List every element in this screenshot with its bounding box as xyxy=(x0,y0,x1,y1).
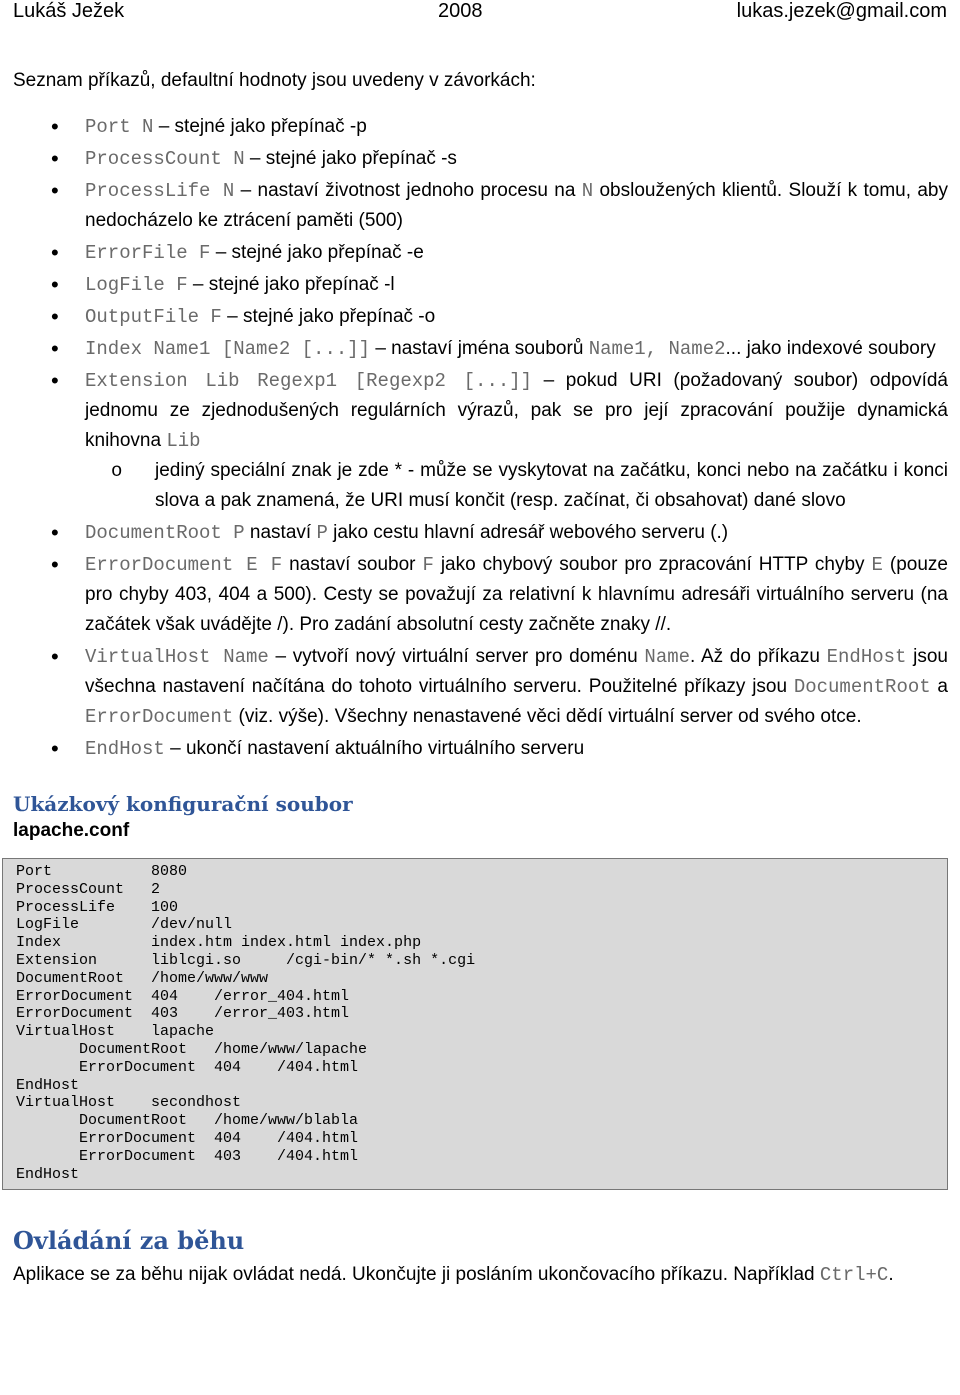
code-line: Index index.htm index.html index.php xyxy=(16,934,422,952)
code-index-names: Name1, Name2 xyxy=(588,338,726,360)
code-processlife: ProcessLife N xyxy=(85,180,235,202)
command-list xyxy=(13,112,948,764)
code-outputfile: OutputFile F xyxy=(85,306,222,328)
intro-paragraph: Seznam příkazů, defaultní hodnoty jsou uvedeny v závorkách: xyxy=(13,70,536,91)
code-documentroot: DocumentRoot P xyxy=(85,522,245,544)
example-filename: lapache.conf xyxy=(13,820,130,841)
desc-documentroot-1: nastaví xyxy=(244,522,317,543)
desc-documentroot-2: jako cestu hlavní adresář webového serveru (.) xyxy=(327,522,729,543)
code-endhost: EndHost xyxy=(85,738,165,760)
code-errordocument: ErrorDocument E F xyxy=(85,554,283,576)
document-body xyxy=(13,70,948,1289)
code-line: ErrorDocument 404 /404.html xyxy=(16,1058,359,1076)
desc-index-2: ... jako indexové soubory xyxy=(725,338,936,359)
list-item-outputfile xyxy=(13,302,948,332)
desc-processlife-2: obsloužených klientů. Slouží k tomu, aby nedocházelo ke ztrácení paměti (500) xyxy=(85,180,948,231)
list-item-extension xyxy=(13,366,948,516)
list-item-processcount xyxy=(13,144,948,174)
desc-extension-1: – pokud URI (požadovaný soubor) odpovídá jednomu ze zjednodušených regulárních výrazů, pak se pro její zpracování použije dynamická knihovna xyxy=(85,370,948,451)
code-virtualhost-errordocument: ErrorDocument xyxy=(85,706,234,728)
runtime-text: Aplikace se za běhu nijak ovládat nedá. Ukončujte ji posláním ukončovacího příkazu. Například xyxy=(13,1264,820,1286)
list-item-port xyxy=(13,112,948,142)
code-processlife-n: N xyxy=(581,180,594,202)
list-item-virtualhost xyxy=(13,642,948,732)
code-virtualhost-documentroot: DocumentRoot xyxy=(793,676,931,698)
page-header xyxy=(0,0,960,26)
config-code-block xyxy=(2,858,948,1190)
desc-outputfile: – stejné jako přepínač -o xyxy=(221,306,436,327)
desc-logfile: – stejné jako přepínač -l xyxy=(187,274,395,295)
runtime-shortcut: Ctrl+C xyxy=(819,1264,889,1287)
code-line: ErrorDocument 403 /404.html xyxy=(16,1147,359,1165)
code-line: EndHost xyxy=(16,1165,80,1183)
desc-virtualhost-2: . Až do příkazu xyxy=(690,646,827,667)
code-line: VirtualHost secondhost xyxy=(16,1094,242,1112)
code-line: ProcessCount 2 xyxy=(16,880,161,898)
code-virtualhost: VirtualHost Name xyxy=(85,646,269,668)
list-item-errordocument xyxy=(13,550,948,640)
code-virtualhost-name: Name xyxy=(644,646,691,668)
list-item-logfile xyxy=(13,270,948,300)
header-author: Lukáš Ježek xyxy=(13,0,125,22)
desc-port: – stejné jako přepínač -p xyxy=(153,116,367,137)
desc-endhost: – ukončí nastavení aktuálního virtuálního serveru xyxy=(164,738,585,759)
desc-errordocument-1: nastaví soubor xyxy=(282,554,423,575)
code-documentroot-p: P xyxy=(316,522,328,544)
list-item-index xyxy=(13,334,948,364)
desc-processcount: – stejné jako přepínač -s xyxy=(244,148,457,169)
code-extension: Extension Lib Regexp1 [Regexp2 [...]] xyxy=(85,370,533,392)
code-errorfile: ErrorFile F xyxy=(85,242,211,264)
example-heading: Ukázkový konfigurační soubor xyxy=(13,792,353,816)
desc-processlife-1: – nastaví životnost jednoho procesu na xyxy=(234,180,582,201)
list-item-errorfile xyxy=(13,238,948,268)
code-index: Index Name1 [Name2 [...]] xyxy=(85,338,371,360)
code-line: ErrorDocument 403 /error_403.html xyxy=(16,1005,350,1023)
desc-errorfile: – stejné jako přepínač -e xyxy=(210,242,424,263)
header-year: 2008 xyxy=(438,0,483,22)
code-line: DocumentRoot /home/www/www xyxy=(16,969,269,987)
desc-virtualhost-1: – vytvoří nový virtuální server pro doménu xyxy=(268,646,645,667)
runtime-heading: Ovládání za běhu xyxy=(13,1226,245,1256)
runtime-paragraph xyxy=(13,1261,948,1289)
code-line: EndHost xyxy=(16,1076,80,1094)
code-line: DocumentRoot /home/www/blabla xyxy=(16,1112,359,1130)
code-line: ProcessLife 100 xyxy=(16,898,179,916)
code-line: Port 8080 xyxy=(16,863,188,880)
desc-errordocument-2: jako chybový soubor pro zpracování HTTP chyby xyxy=(433,554,872,575)
desc-errordocument-3: (pouze pro chyby 403, 404 a 500). Cesty se považují za relativní k hlavnímu adresáři virtuálního serveru (na začátek však uvádějte /). Pro zadání absolutní cesty začněte znaky //. xyxy=(85,554,948,635)
header-email: lukas.jezek@gmail.com xyxy=(736,0,947,22)
code-extension-lib: Lib xyxy=(166,430,201,452)
code-errordocument-f: F xyxy=(422,554,434,576)
desc-virtualhost-4: a xyxy=(930,676,948,697)
code-processcount: ProcessCount N xyxy=(85,148,245,170)
desc-virtualhost-3: jsou všechna nastavení načítána do tohoto virtuálního serveru. Použitelné příkazy jsou xyxy=(85,646,948,697)
runtime-end: . xyxy=(888,1264,894,1286)
code-port: Port N xyxy=(85,116,154,138)
list-item-endhost xyxy=(13,734,948,764)
list-item-processlife xyxy=(13,176,948,236)
code-line: Extension liblcgi.so /cgi-bin/* *.sh *.cgi xyxy=(16,951,476,969)
code-line: ErrorDocument 404 /error_404.html xyxy=(16,987,350,1005)
code-line: DocumentRoot /home/www/lapache xyxy=(16,1040,368,1058)
code-virtualhost-endhost: EndHost xyxy=(826,646,907,668)
desc-virtualhost-5: (viz. výše). Všechny nenastavené věci dědí virtuální server od svého otce. xyxy=(233,706,862,727)
code-line: VirtualHost lapache xyxy=(16,1023,215,1041)
desc-index-1: – nastaví jména souborů xyxy=(370,338,589,359)
code-line: LogFile /dev/null xyxy=(16,916,233,934)
code-logfile: LogFile F xyxy=(85,274,188,296)
sub-item-wildcard: o jediný speciální znak je zde * - může se vyskytovat na začátku, konci nebo na začátku i konci slova a pak znamená, že URI musí končit (resp. začínat, či obsahovat) dané slovo xyxy=(85,456,948,516)
code-line: ErrorDocument 404 /404.html xyxy=(16,1129,359,1147)
extension-sublist xyxy=(85,456,948,516)
list-item-documentroot xyxy=(13,518,948,548)
code-errordocument-e: E xyxy=(871,554,883,576)
